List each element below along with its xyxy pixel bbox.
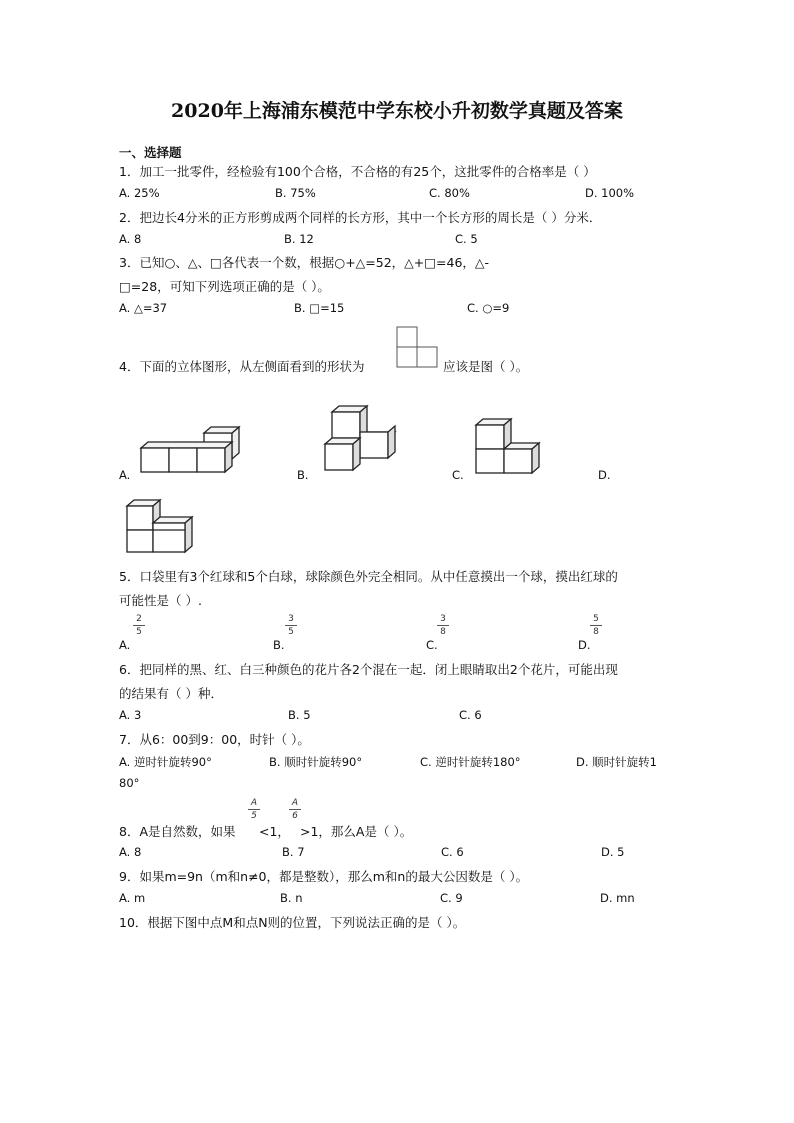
q8-option-d[interactable]: D. 5 bbox=[601, 845, 625, 859]
q3-option-b[interactable]: B. □=15 bbox=[294, 301, 345, 315]
q7-option-a[interactable]: A. 逆时针旋转90° bbox=[119, 755, 212, 769]
question-9: 9．如果m=9n（m和n≠0，都是整数），那么m和n的最大公因数是（ ）。 bbox=[119, 869, 529, 884]
question-5-line2: 可能性是（ ）. bbox=[119, 593, 202, 608]
question-3-line1: 3．已知○、△、□各代表一个数，根据○+△=52，△+□=46，△- bbox=[119, 255, 490, 270]
question-8-stem-a: 8．A是自然数，如果 bbox=[119, 824, 236, 839]
cube-figure-c bbox=[474, 416, 544, 476]
q8-option-a[interactable]: A. 8 bbox=[119, 845, 142, 859]
question-10: 10．根据下图中点M和点N则的位置，下列说法正确的是（ ）。 bbox=[119, 915, 466, 930]
q9-option-c[interactable]: C. 9 bbox=[440, 891, 463, 905]
q9-option-b[interactable]: B. n bbox=[280, 891, 303, 905]
q8-option-c[interactable]: C. 6 bbox=[441, 845, 464, 859]
question-1: 1．加工一批零件，经检验有100个合格，不合格的有25个，这批零件的合格率是（ ） bbox=[119, 164, 596, 179]
section-heading: 一、选择题 bbox=[119, 145, 182, 160]
q2-option-b[interactable]: B. 12 bbox=[284, 232, 314, 246]
q3-option-c[interactable]: C. ○=9 bbox=[467, 301, 510, 315]
question-6-line1: 6．把同样的黑、红、白三种颜色的花片各2个混在一起．闭上眼睛取出2个花片，可能出现 bbox=[119, 662, 618, 677]
q2-option-c[interactable]: C. 5 bbox=[455, 232, 478, 246]
q3-option-a[interactable]: A. △=37 bbox=[119, 301, 168, 315]
q1-option-d[interactable]: D. 100% bbox=[585, 186, 635, 200]
q8-fraction-2: A 6 bbox=[289, 798, 301, 821]
question-2: 2．把边长4分米的正方形剪成两个同样的长方形，其中一个长方形的周长是（ ）分米． bbox=[119, 210, 602, 225]
q5-fraction-c: 3 8 bbox=[437, 614, 449, 637]
q7-option-d[interactable]: D. 顺时针旋转1 bbox=[576, 755, 657, 769]
q1-option-a[interactable]: A. 25% bbox=[119, 186, 160, 200]
q9-option-a[interactable]: A. m bbox=[119, 891, 146, 905]
q5-option-a[interactable]: A. bbox=[119, 638, 131, 652]
q4-option-c[interactable]: C. bbox=[452, 468, 464, 482]
q5-fraction-d: 5 8 bbox=[590, 614, 602, 637]
q8-greater-than: >1，那么A是（ ）。 bbox=[300, 824, 413, 839]
q5-fraction-b: 3 5 bbox=[285, 614, 297, 637]
q4-option-b[interactable]: B. bbox=[297, 468, 309, 482]
question-3-line2: □=28，可知下列选项正确的是（ ）。 bbox=[119, 279, 330, 294]
q6-option-b[interactable]: B. 5 bbox=[288, 708, 311, 722]
q5-option-d[interactable]: D. bbox=[578, 638, 591, 652]
q8-option-b[interactable]: B. 7 bbox=[282, 845, 305, 859]
q2-option-a[interactable]: A. 8 bbox=[119, 232, 142, 246]
cube-figure-a bbox=[138, 430, 243, 475]
q9-option-d[interactable]: D. mn bbox=[600, 891, 635, 905]
q6-option-a[interactable]: A. 3 bbox=[119, 708, 142, 722]
q7-option-d-wrap: 80° bbox=[119, 776, 140, 790]
question-4-stem-a: 4．下面的立体图形，从左侧面看到的形状为 bbox=[119, 359, 365, 374]
question-7: 7．从6：00到9：00，时针（ ）。 bbox=[119, 732, 310, 747]
cube-figure-b bbox=[322, 404, 397, 472]
q5-option-c[interactable]: C. bbox=[426, 638, 438, 652]
q4-option-a[interactable]: A. bbox=[119, 468, 131, 482]
question-4-stem-b: 应该是图（ ）。 bbox=[443, 359, 529, 374]
q4-option-d[interactable]: D. bbox=[598, 468, 611, 482]
q6-option-c[interactable]: C. 6 bbox=[459, 708, 482, 722]
q8-less-than: <1， bbox=[259, 824, 290, 839]
q7-option-b[interactable]: B. 顺时针旋转90° bbox=[269, 755, 363, 769]
question-6-line2: 的结果有（ ）种． bbox=[119, 686, 223, 701]
cube-figure-d bbox=[124, 498, 196, 556]
q7-option-c[interactable]: C. 逆时针旋转180° bbox=[420, 755, 521, 769]
page-title: 2020年上海浦东模范中学东校小升初数学真题及答案 bbox=[171, 100, 623, 122]
left-view-figure bbox=[396, 326, 438, 368]
q1-option-b[interactable]: B. 75% bbox=[275, 186, 316, 200]
q5-fraction-a: 2 5 bbox=[133, 614, 145, 637]
q8-fraction-1: A 5 bbox=[248, 798, 260, 821]
q5-option-b[interactable]: B. bbox=[273, 638, 285, 652]
question-5-line1: 5．口袋里有3个红球和5个白球，球除颜色外完全相同。从中任意摸出一个球，摸出红球的 bbox=[119, 569, 618, 584]
q1-option-c[interactable]: C. 80% bbox=[429, 186, 470, 200]
